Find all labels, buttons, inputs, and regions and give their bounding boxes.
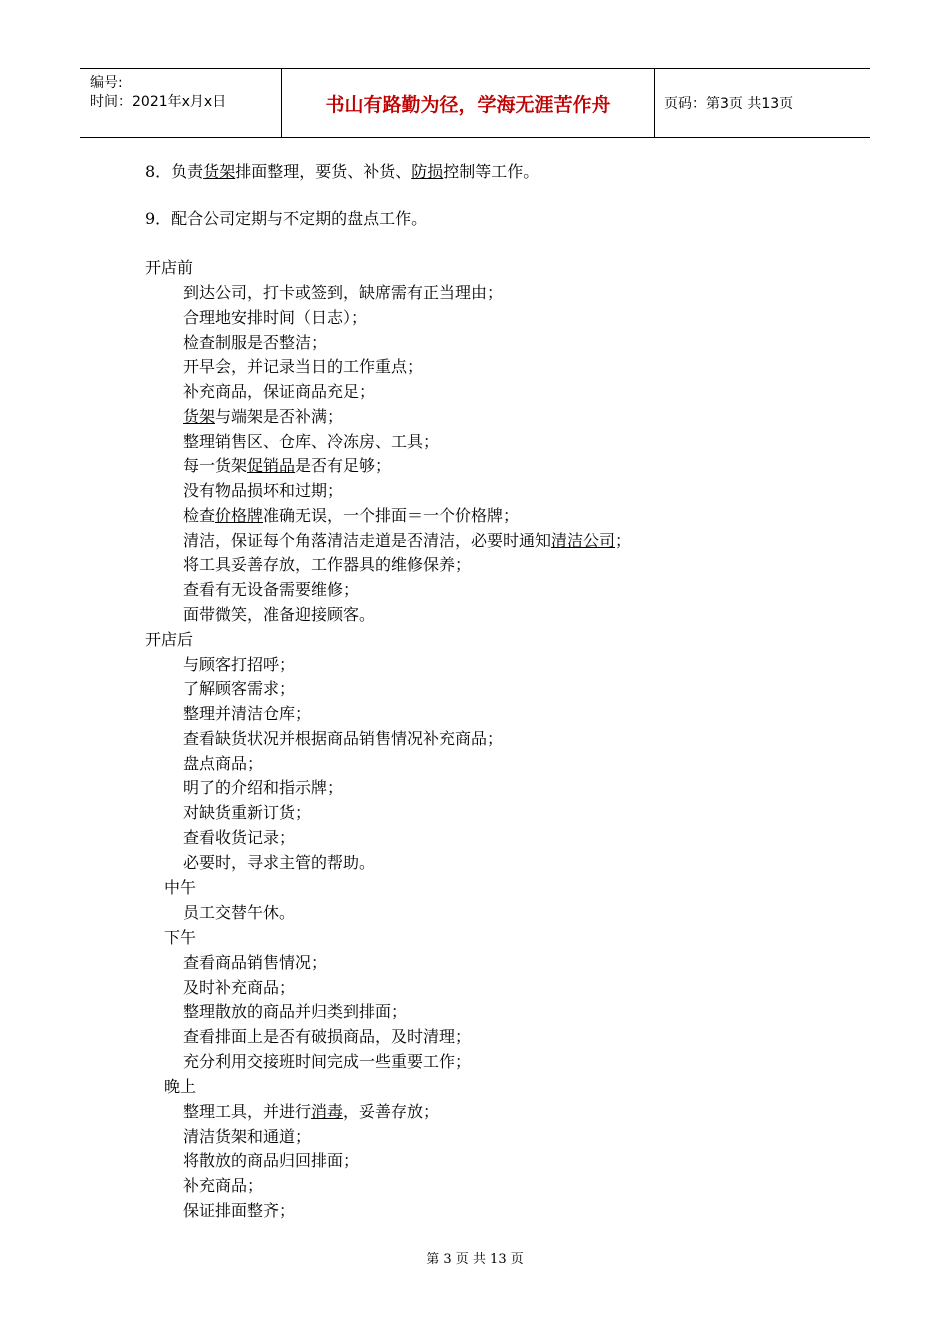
list-item: 及时补充商品； (183, 978, 296, 997)
link-shelf[interactable]: 货架 (183, 407, 216, 426)
link-disinfection[interactable]: 消毒 (311, 1102, 344, 1121)
time-label: 时间：2021年x月x日 (90, 94, 227, 110)
list-item: 面带微笑，准备迎接顾客。 (183, 605, 376, 624)
item-8-text: 8．负责 (145, 162, 204, 181)
list-item (183, 506, 519, 526)
item-8-text: 控制等工作。 (443, 162, 540, 181)
link-cleaning-company[interactable]: 清洁公司 (551, 531, 616, 550)
list-item: 查看缺货状况并根据商品销售情况补充商品； (183, 729, 504, 748)
section-title-after-open: 开店后 (145, 630, 194, 649)
list-item (183, 456, 391, 476)
number-label: 编号: (90, 75, 123, 91)
list-item-text: 准确无误，一个排面＝一个价格牌； (263, 506, 520, 525)
list-item: 查看排面上是否有破损商品，及时清理； (183, 1027, 472, 1046)
list-item: 开早会，并记录当日的工作重点； (183, 357, 424, 376)
list-item: 整理销售区、仓库、冷冻房、工具； (183, 432, 440, 451)
page-footer: 第 3 页 共 13 页 (426, 1252, 524, 1267)
item-9: 9．配合公司定期与不定期的盘点工作。 (145, 209, 428, 228)
list-item: 检查制服是否整洁； (183, 333, 328, 352)
list-item: 没有物品损坏和过期； (183, 481, 344, 500)
section-title-evening: 晚上 (164, 1077, 197, 1096)
list-item-text: 检查 (183, 506, 216, 525)
list-item (183, 407, 343, 427)
list-item: 查看有无设备需要维修； (183, 580, 360, 599)
list-item-text: 每一货架 (183, 456, 248, 475)
list-item: 清洁货架和通道； (183, 1127, 312, 1146)
list-item: 盘点商品； (183, 754, 264, 773)
list-item-text: ，妥善存放； (343, 1102, 440, 1121)
list-item: 将工具妥善存放，工作器具的维修保养； (183, 555, 472, 574)
list-item: 保证排面整齐； (183, 1201, 296, 1220)
motto: 书山有路勤为径，学海无涯苦作舟 (282, 69, 655, 137)
list-item: 必要时，寻求主管的帮助。 (183, 853, 376, 872)
list-item: 补充商品，保证商品充足； (183, 382, 376, 401)
list-item: 查看收货记录； (183, 828, 296, 847)
list-item-text: 整理工具，并进行 (183, 1102, 312, 1121)
item-8 (145, 162, 539, 182)
list-item: 查看商品销售情况； (183, 953, 328, 972)
list-item: 与顾客打招呼； (183, 655, 296, 674)
section-title-noon: 中午 (164, 878, 197, 897)
item-8-text: 排面整理，要货、补货、 (235, 162, 412, 181)
list-item: 整理散放的商品并归类到排面； (183, 1002, 408, 1021)
list-item-text: 与端架是否补满； (215, 407, 344, 426)
link-shelf[interactable]: 货架 (203, 162, 236, 181)
list-item: 充分利用交接班时间完成一些重要工作； (183, 1052, 472, 1071)
section-title-afternoon: 下午 (164, 928, 197, 947)
list-item: 了解顾客需求； (183, 679, 296, 698)
list-item: 将散放的商品归回排面； (183, 1151, 360, 1170)
list-item-text: 是否有足够； (295, 456, 392, 475)
list-item-text: 清洁，保证每个角落清洁走道是否清洁，必要时通知 (183, 531, 552, 550)
link-promotion[interactable]: 促销品 (247, 456, 296, 475)
list-item: 整理并清洁仓库； (183, 704, 312, 723)
list-item (183, 531, 631, 551)
list-item: 对缺货重新订货； (183, 803, 312, 822)
list-item (183, 1102, 439, 1122)
link-price-tag[interactable]: 价格牌 (215, 506, 264, 525)
list-item: 明了的介绍和指示牌； (183, 778, 344, 797)
link-loss-prevention[interactable]: 防损 (411, 162, 444, 181)
header-meta-cell (80, 69, 282, 137)
list-item: 员工交替午休。 (183, 903, 296, 922)
page-info: 页码：第3页 共13页 (664, 96, 794, 112)
list-item-text: ； (615, 531, 632, 550)
list-item: 合理地安排时间（日志）； (183, 308, 368, 327)
list-item: 到达公司，打卡或签到，缺席需有正当理由； (183, 283, 504, 302)
list-item: 补充商品； (183, 1176, 264, 1195)
page-header (80, 68, 870, 138)
section-title-before-open: 开店前 (145, 258, 194, 277)
